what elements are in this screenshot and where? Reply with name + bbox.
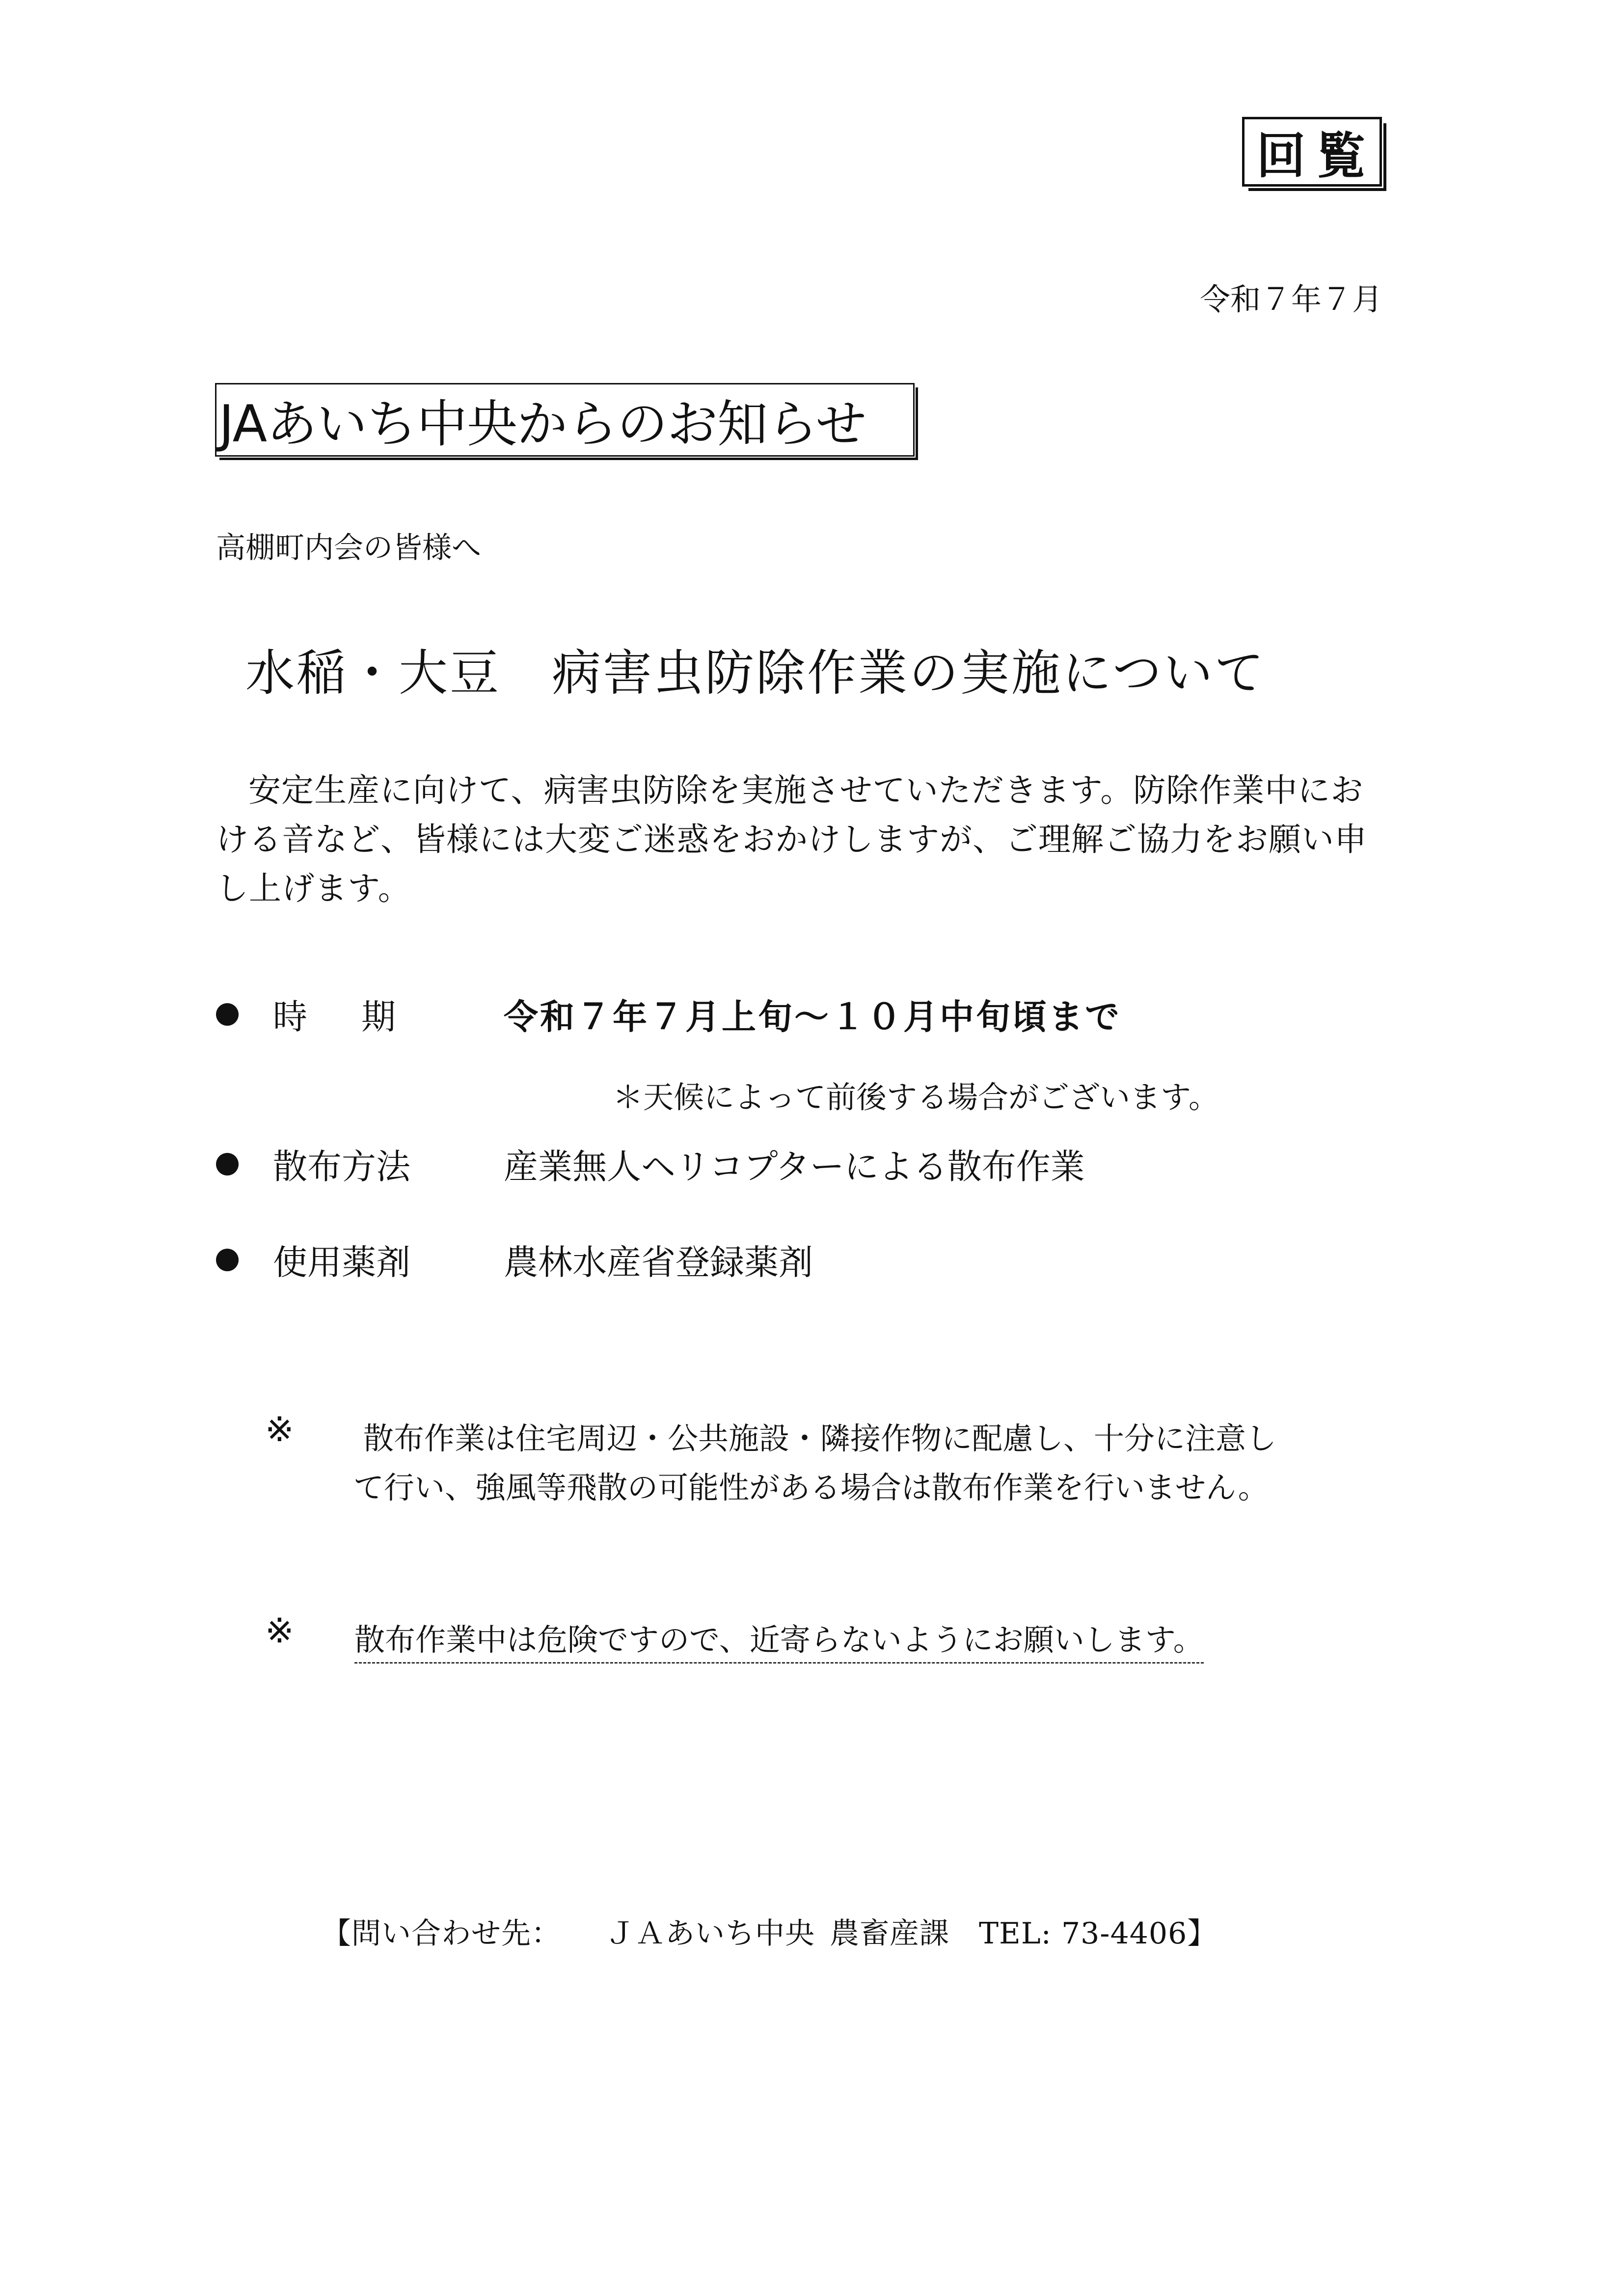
bullet-icon: [216, 1249, 239, 1271]
main-title: 水稲・大豆 病害虫防除作業の実施について: [245, 644, 1266, 702]
notice-title: JAあいち中央からのお知らせ: [219, 395, 866, 454]
period-value: 令和７年７月上旬～１０月中旬頃まで: [504, 996, 1121, 1037]
bullet-icon: [216, 1003, 239, 1026]
contact-org: ＪＡあいち中央: [605, 1916, 815, 1951]
period-note: ＊天候によって前後する場合がございます。: [613, 1079, 1219, 1115]
method-label: 散布方法: [273, 1147, 410, 1187]
method-value: 産業無人ヘリコプターによる散布作業: [504, 1147, 1085, 1187]
note-mark-icon: ※: [265, 1611, 294, 1651]
chemical-value: 農林水産省登録薬剤: [504, 1242, 813, 1283]
detail-row-chemical: [216, 1235, 813, 1285]
circulation-stamp: [1242, 117, 1382, 187]
note-safety-consideration: 散布作業は住宅周辺・公共施設・隣接作物に配慮し、十分に注意して行い、強風等飛散の可能性がある場合は散布作業を行いません。: [353, 1421, 1277, 1505]
circulation-label: 回覧: [1256, 127, 1377, 185]
contact-dept: 農畜産課: [830, 1916, 949, 1951]
period-label: 時期: [273, 997, 450, 1037]
bullet-icon: [216, 1153, 239, 1175]
body-paragraph: 安定生産に向けて、病害虫防除を実施させていただきます。防除作業中における音など、皆様には大変ご迷惑をおかけしますが、ご理解ご協力をお願い申し上げます。: [216, 771, 1367, 907]
notice-title-box: [215, 383, 915, 457]
note-mark-icon: ※: [265, 1409, 294, 1449]
contact-open: 【問い合わせ先：: [322, 1916, 561, 1951]
contact-tel: TEL: 73-4406】: [979, 1916, 1217, 1951]
issue-date: 令和７年７月: [1199, 281, 1382, 317]
detail-row-period: [216, 989, 1121, 1039]
chemical-label: 使用薬剤: [273, 1242, 410, 1283]
contact-info: [322, 1910, 1217, 1952]
note-danger-warning: 散布作業中は危険ですので、近寄らないようにお願いします。: [354, 1615, 1204, 1664]
detail-row-method: [216, 1139, 1085, 1189]
addressee: 高棚町内会の皆様へ: [216, 531, 481, 565]
